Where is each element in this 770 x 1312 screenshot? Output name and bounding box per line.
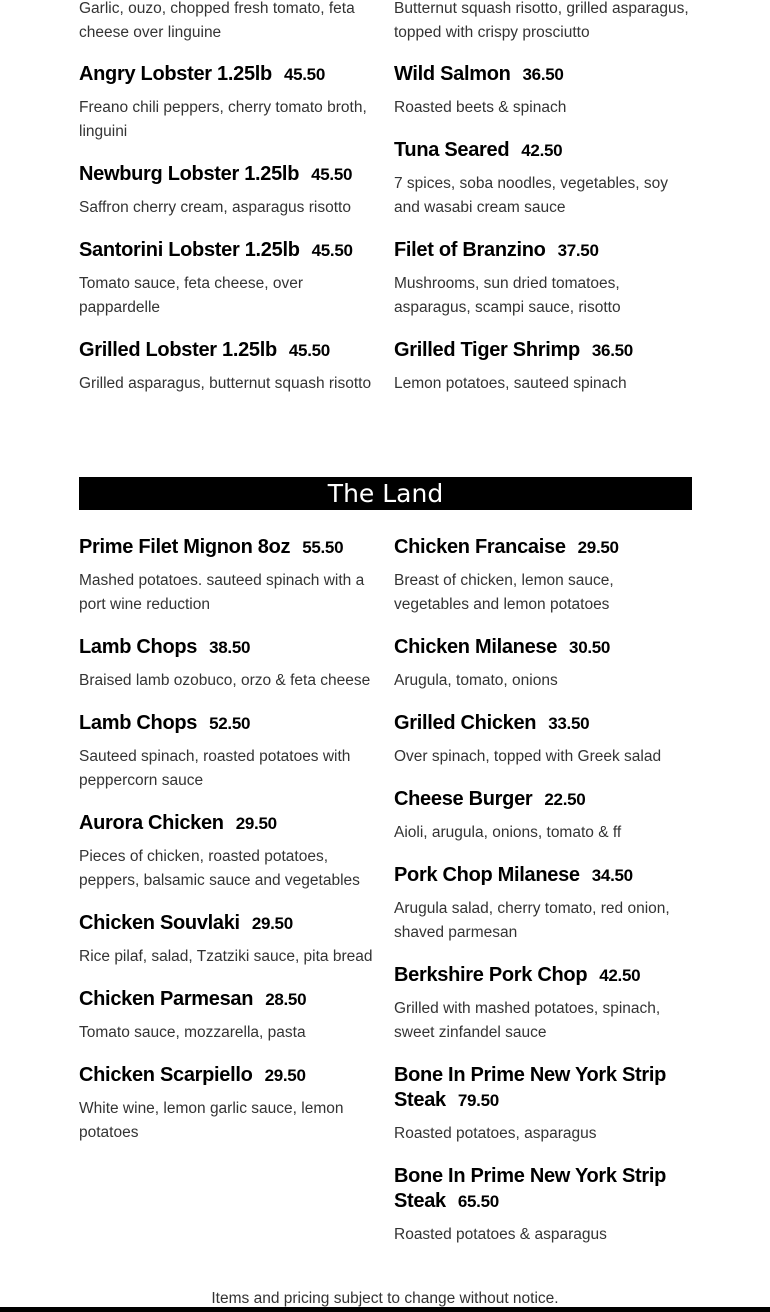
menu-item-description: Freano chili peppers, cherry tomato broth, linguini: [79, 99, 367, 140]
menu-item-name: Grilled Tiger Shrimp: [394, 339, 580, 361]
menu-item-name: Tuna Seared: [394, 139, 510, 161]
menu-item: [79, 162, 377, 220]
menu-item-description: Aioli, arugula, onions, tomato & ff: [394, 824, 622, 841]
menu-item-name: Chicken Francaise: [394, 536, 566, 558]
menu-item-description: Breast of chicken, lemon sauce, vegetables and lemon potatoes: [394, 572, 614, 613]
menu-item-name-line: [394, 787, 692, 812]
menu-item-description: Arugula, tomato, onions: [394, 672, 558, 689]
menu-item: [79, 911, 377, 969]
footer-notice: Items and pricing subject to change without notice.: [211, 1290, 559, 1307]
menu-item: [394, 238, 692, 320]
menu-item-name-line: [394, 338, 692, 363]
menu-item-price: 45.50: [288, 341, 330, 360]
menu-item-name: Berkshire Pork Chop: [394, 964, 588, 986]
menu-item-description: Pieces of chicken, roasted potatoes, peppers, balsamic sauce and vegetables: [79, 848, 360, 889]
land-left-column: [79, 535, 377, 1163]
menu-item-description: Tomato sauce, feta cheese, over pappardelle: [79, 275, 304, 316]
menu-item-name-line: [394, 138, 692, 163]
menu-item: [79, 635, 377, 693]
menu-item-name: Chicken Souvlaki: [79, 912, 240, 934]
menu-item-price: 45.50: [283, 65, 325, 84]
menu-item-name-line: [394, 963, 692, 988]
menu-item-description: Sauteed spinach, roasted potatoes with peppercorn sauce: [79, 748, 351, 789]
menu-item-name-line: [79, 535, 377, 560]
menu-item-name: Grilled Chicken: [394, 712, 537, 734]
menu-item-description: Roasted potatoes, asparagus: [394, 1125, 597, 1142]
menu-item: [394, 1164, 692, 1247]
menu-item: [394, 0, 692, 45]
menu-item-description: Braised lamb ozobuco, orzo & feta cheese: [79, 672, 371, 689]
menu-item-name-line: [394, 535, 692, 560]
menu-item-price: 55.50: [302, 538, 344, 557]
menu-item-price: 36.50: [591, 341, 633, 360]
menu-item: [394, 62, 692, 120]
menu-item-price: 29.50: [251, 914, 293, 933]
menu-item: [79, 1063, 377, 1145]
menu-item-name-line: [394, 635, 692, 660]
menu-item: [79, 62, 377, 144]
menu-item-name: Newburg Lobster 1.25lb: [79, 163, 300, 185]
menu-item-price: 65.50: [457, 1192, 499, 1211]
menu-item-name: Pork Chop Milanese: [394, 864, 580, 886]
menu-item-price: 29.50: [235, 814, 277, 833]
land-right-column: [394, 535, 692, 1265]
menu-item-price: 28.50: [265, 990, 307, 1009]
menu-item-name-line: [79, 1063, 377, 1088]
menu-item: [394, 963, 692, 1045]
menu-item-name-line: [394, 1063, 692, 1113]
menu-item-name-line: [79, 911, 377, 936]
menu-item: [79, 238, 377, 320]
menu-item-name: Filet of Branzino: [394, 239, 546, 261]
menu-item-name: Wild Salmon: [394, 63, 511, 85]
menu-item: [79, 987, 377, 1045]
menu-item: [79, 535, 377, 617]
menu-item-name: Angry Lobster 1.25lb: [79, 63, 272, 85]
menu-item-price: 22.50: [544, 790, 586, 809]
menu-item-name: Bone In Prime New York Strip Steak: [394, 1064, 667, 1111]
menu-item-description: Mushrooms, sun dried tomatoes, asparagus, scampi sauce, risotto: [394, 275, 621, 316]
sea-left-column: [79, 0, 377, 414]
menu-item-description: Over spinach, topped with Greek salad: [394, 748, 662, 765]
menu-item-price: 34.50: [591, 866, 633, 885]
menu-item-name: Bone In Prime New York Strip Steak: [394, 1165, 667, 1212]
menu-item: [394, 338, 692, 396]
menu-item: [79, 711, 377, 793]
bottom-divider: [0, 1307, 770, 1312]
menu-item-name-line: [79, 338, 377, 363]
menu-item-description: Lemon potatoes, sauteed spinach: [394, 375, 627, 392]
menu-item-name-line: [79, 711, 377, 736]
menu-item-name-line: [394, 711, 692, 736]
menu-item-name-line: [79, 635, 377, 660]
menu-item-name: Lamb Chops: [79, 712, 198, 734]
menu-item: [394, 138, 692, 220]
menu-item-name: Lamb Chops: [79, 636, 198, 658]
menu-item: [394, 1063, 692, 1146]
menu-item-price: 52.50: [209, 714, 251, 733]
menu-item-price: 38.50: [209, 638, 251, 657]
menu-item-price: 36.50: [522, 65, 564, 84]
menu-item: [394, 635, 692, 693]
menu-item-name: Chicken Milanese: [394, 636, 558, 658]
menu-item-name: Chicken Parmesan: [79, 988, 254, 1010]
menu-item-description: Garlic, ouzo, chopped fresh tomato, feta cheese over linguine: [79, 0, 355, 41]
menu-item-description: Grilled asparagus, butternut squash risotto: [79, 375, 372, 392]
menu-item: [394, 535, 692, 617]
sea-right-column: [394, 0, 692, 414]
menu-item-description: Grilled with mashed potatoes, spinach, sweet zinfandel sauce: [394, 1000, 661, 1041]
menu-item-price: 45.50: [311, 241, 353, 260]
menu-item-price: 42.50: [599, 966, 641, 985]
menu-item-description: Arugula salad, cherry tomato, red onion, shaved parmesan: [394, 900, 670, 941]
menu-item-name-line: [394, 1164, 692, 1214]
menu-item-description: Rice pilaf, salad, Tzatziki sauce, pita bread: [79, 948, 373, 965]
menu-item-name: Grilled Lobster 1.25lb: [79, 339, 277, 361]
menu-item-price: 33.50: [548, 714, 590, 733]
menu-item-name: Santorini Lobster 1.25lb: [79, 239, 300, 261]
menu-item-name-line: [79, 162, 377, 187]
menu-item-name-line: [79, 62, 377, 87]
menu-item-name: Cheese Burger: [394, 788, 533, 810]
menu-item-description: Saffron cherry cream, asparagus risotto: [79, 199, 351, 216]
menu-item-description: Tomato sauce, mozzarella, pasta: [79, 1024, 306, 1041]
menu-item: [79, 811, 377, 893]
menu-item-name: Aurora Chicken: [79, 812, 224, 834]
menu-item-name-line: [394, 863, 692, 888]
menu-item-description: 7 spices, soba noodles, vegetables, soy and wasabi cream sauce: [394, 175, 669, 216]
menu-item-name: Chicken Scarpiello: [79, 1064, 253, 1086]
menu-item-price: 29.50: [264, 1066, 306, 1085]
menu-item-name-line: [79, 238, 377, 263]
menu-item-name-line: [79, 811, 377, 836]
menu-item-price: 45.50: [311, 165, 353, 184]
menu-item-description: White wine, lemon garlic sauce, lemon potatoes: [79, 1100, 344, 1141]
menu-item-name-line: [79, 987, 377, 1012]
menu-item-price: 29.50: [577, 538, 619, 557]
menu-item-name-line: [394, 62, 692, 87]
menu-item: [79, 0, 377, 45]
menu-item: [394, 711, 692, 769]
menu-item-price: 37.50: [557, 241, 599, 260]
menu-item-price: 79.50: [457, 1091, 499, 1110]
menu-item-description: Roasted beets & spinach: [394, 99, 567, 116]
menu-item-name-line: [394, 238, 692, 263]
menu-item-name: Prime Filet Mignon 8oz: [79, 536, 291, 558]
menu-item-price: 30.50: [569, 638, 611, 657]
menu-item-description: Butternut squash risotto, grilled asparagus, topped with crispy prosciutto: [394, 0, 689, 41]
menu-item: [394, 863, 692, 945]
menu-item: [79, 338, 377, 396]
menu-item-price: 42.50: [521, 141, 563, 160]
menu-item: [394, 787, 692, 845]
menu-item-description: Mashed potatoes. sauteed spinach with a port wine reduction: [79, 572, 365, 613]
menu-item-description: Roasted potatoes & asparagus: [394, 1226, 607, 1243]
section-heading-the-land: The Land: [79, 477, 692, 510]
